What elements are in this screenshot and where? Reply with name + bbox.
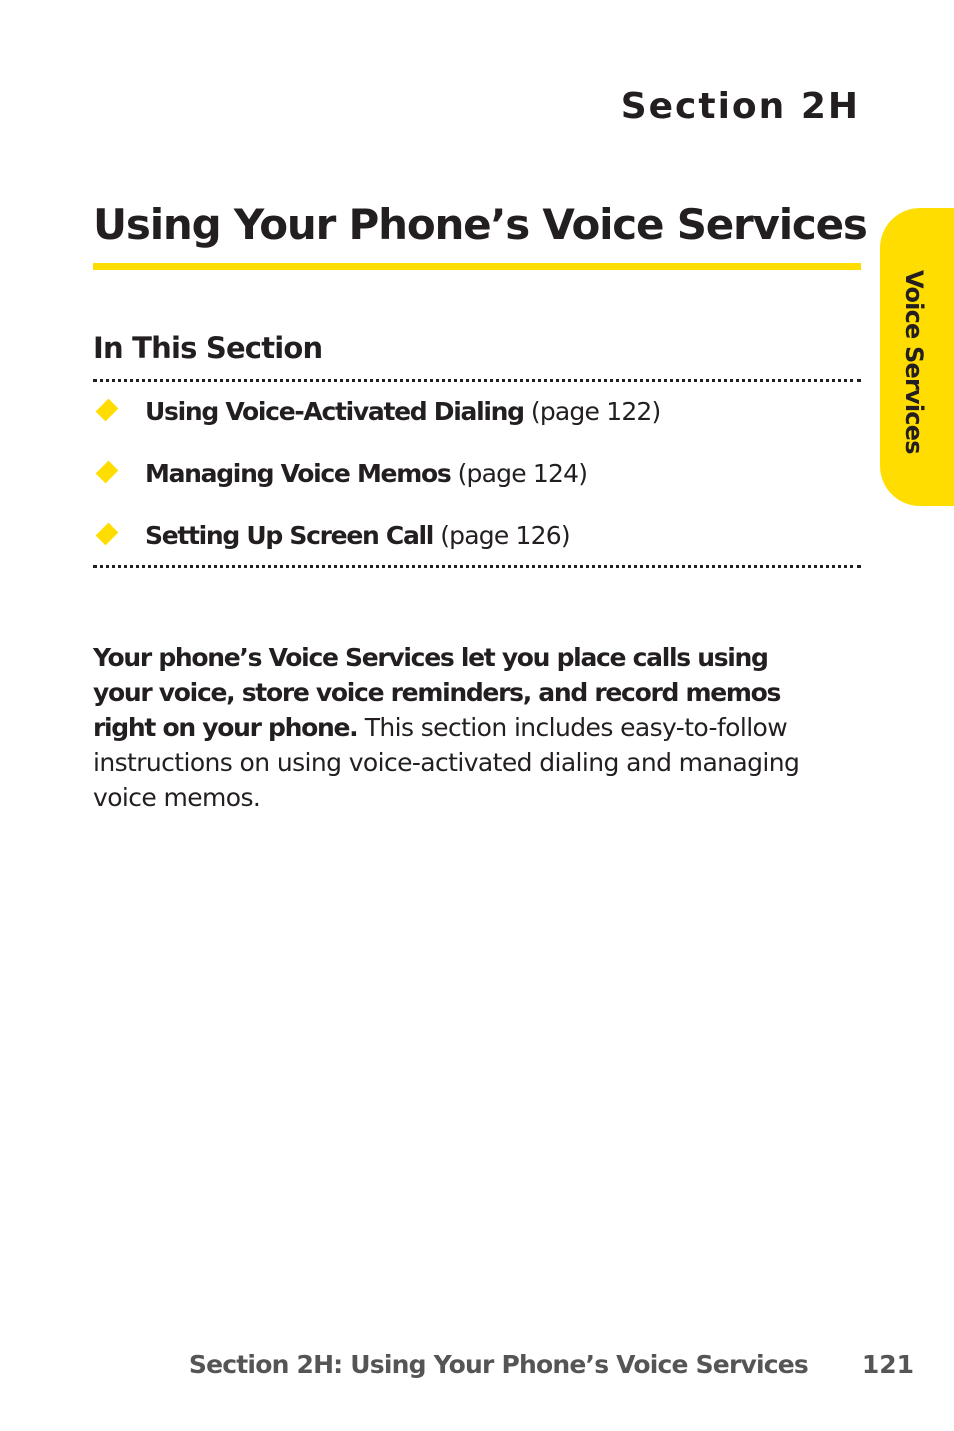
toc-item[interactable] bbox=[93, 521, 570, 550]
toc-item-page: (page 124) bbox=[457, 459, 588, 488]
intro-text: This section includes easy-to-follow instructions on using voice-activated dialing and managing voice memos. bbox=[93, 713, 800, 812]
toc-item-label: Managing Voice Memos bbox=[145, 459, 451, 488]
dotted-divider-top bbox=[93, 379, 861, 382]
intro-bold: Your phone’s Voice Services let you place calls using your voice, store voice reminders, and record memos right on your phone. bbox=[93, 643, 781, 742]
title-underline bbox=[93, 263, 861, 270]
side-tab bbox=[880, 208, 954, 506]
toc-item-label: Setting Up Screen Call bbox=[145, 521, 434, 550]
toc-item-label: Using Voice-Activated Dialing bbox=[145, 397, 524, 426]
diamond-bullet-icon bbox=[96, 399, 119, 422]
section-label: Section 2H bbox=[620, 86, 860, 127]
toc-item[interactable] bbox=[93, 397, 661, 426]
intro-paragraph bbox=[93, 640, 833, 815]
in-this-section-heading: In This Section bbox=[93, 331, 323, 365]
toc-item-page: (page 122) bbox=[530, 397, 661, 426]
side-tab-label: Voice Services bbox=[900, 270, 928, 454]
toc-item-page: (page 126) bbox=[440, 521, 570, 550]
diamond-bullet-icon bbox=[96, 523, 119, 546]
footer-title: Section 2H: Using Your Phone’s Voice Services bbox=[188, 1350, 808, 1379]
diamond-bullet-icon bbox=[96, 461, 119, 484]
page-title: Using Your Phone’s Voice Services bbox=[93, 200, 867, 249]
toc-item[interactable] bbox=[93, 459, 587, 488]
page-number: 121 bbox=[861, 1350, 914, 1379]
dotted-divider-bottom bbox=[93, 565, 861, 568]
